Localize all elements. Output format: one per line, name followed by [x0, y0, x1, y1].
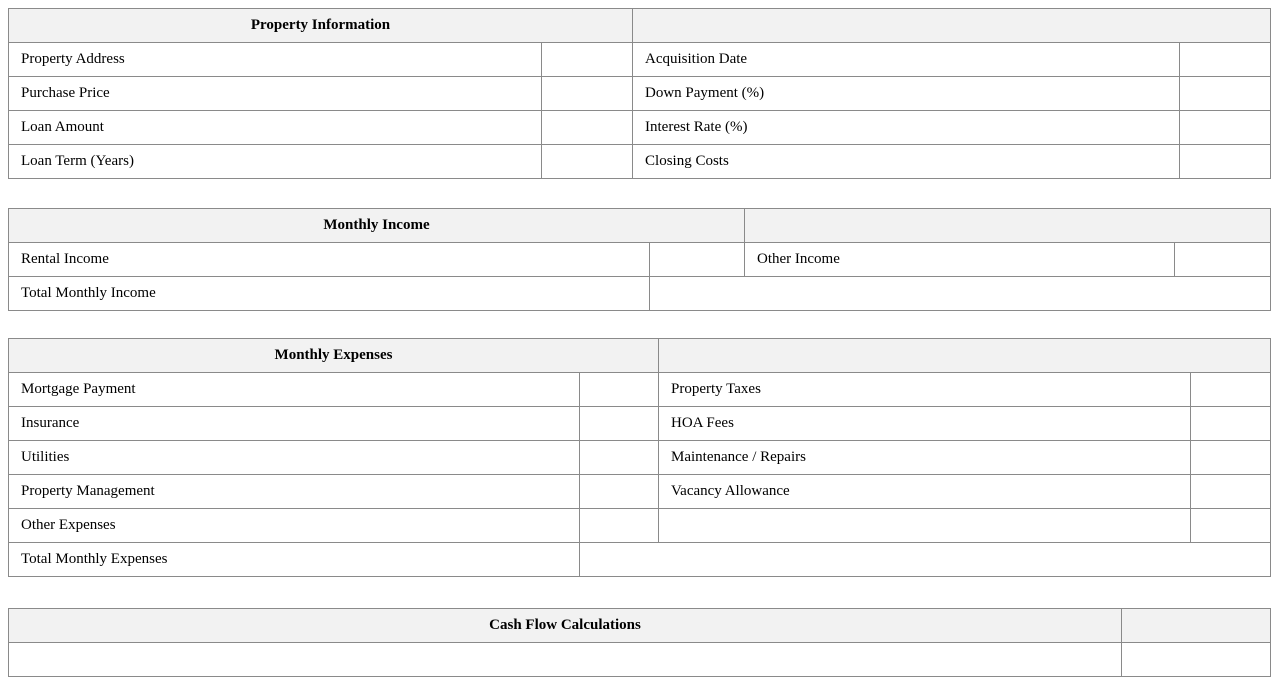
- field-label: Vacancy Allowance: [659, 475, 1191, 509]
- field-label: Loan Amount: [9, 111, 542, 145]
- total-label: Total Monthly Income: [9, 277, 650, 311]
- total-monthly-income-value-cell[interactable]: [650, 277, 1271, 311]
- table-row: [9, 145, 1271, 179]
- field-label: Property Address: [9, 43, 542, 77]
- header-blank-cell: [745, 209, 1271, 243]
- blank-value-cell[interactable]: [1191, 509, 1271, 543]
- section-title: Monthly Expenses: [9, 339, 659, 373]
- section-title: Monthly Income: [9, 209, 745, 243]
- field-label: Utilities: [9, 441, 580, 475]
- loan-term-value-cell[interactable]: [542, 145, 633, 179]
- field-label: Property Management: [9, 475, 580, 509]
- interest-rate-value-cell[interactable]: [1180, 111, 1271, 145]
- closing-costs-value-cell[interactable]: [1180, 145, 1271, 179]
- monthly-expenses-table: [8, 338, 1271, 577]
- table-row: [9, 543, 1271, 577]
- field-label: Mortgage Payment: [9, 373, 580, 407]
- field-label: [659, 509, 1191, 543]
- vacancy-allowance-value-cell[interactable]: [1191, 475, 1271, 509]
- section-header-row: [9, 9, 1271, 43]
- field-label: [9, 643, 1122, 677]
- table-row: [9, 509, 1271, 543]
- purchase-price-value-cell[interactable]: [542, 77, 633, 111]
- utilities-value-cell[interactable]: [580, 441, 659, 475]
- field-label: Property Taxes: [659, 373, 1191, 407]
- header-blank-cell: [659, 339, 1271, 373]
- header-blank-cell: [633, 9, 1271, 43]
- field-label: Down Payment (%): [633, 77, 1180, 111]
- table-row: [9, 77, 1271, 111]
- section-title: Property Information: [9, 9, 633, 43]
- section-title: Cash Flow Calculations: [9, 609, 1122, 643]
- section-header-row: [9, 339, 1271, 373]
- table-row: [9, 475, 1271, 509]
- table-row: [9, 111, 1271, 145]
- table-row: [9, 243, 1271, 277]
- field-label: Insurance: [9, 407, 580, 441]
- value-cell[interactable]: [1122, 643, 1271, 677]
- field-label: Interest Rate (%): [633, 111, 1180, 145]
- total-label: Total Monthly Expenses: [9, 543, 580, 577]
- field-label: HOA Fees: [659, 407, 1191, 441]
- section-header-row: [9, 609, 1271, 643]
- rental-income-value-cell[interactable]: [650, 243, 745, 277]
- insurance-value-cell[interactable]: [580, 407, 659, 441]
- property-address-value-cell[interactable]: [542, 43, 633, 77]
- table-row: [9, 43, 1271, 77]
- header-blank-cell: [1122, 609, 1271, 643]
- field-label: Other Income: [745, 243, 1175, 277]
- total-monthly-expenses-value-cell[interactable]: [580, 543, 1271, 577]
- other-expenses-value-cell[interactable]: [580, 509, 659, 543]
- other-income-value-cell[interactable]: [1175, 243, 1271, 277]
- loan-amount-value-cell[interactable]: [542, 111, 633, 145]
- property-information-table: [8, 8, 1271, 179]
- cash-flow-table: [8, 608, 1271, 677]
- section-header-row: [9, 209, 1271, 243]
- field-label: Other Expenses: [9, 509, 580, 543]
- field-label: Rental Income: [9, 243, 650, 277]
- property-taxes-value-cell[interactable]: [1191, 373, 1271, 407]
- table-row: [9, 373, 1271, 407]
- maintenance-repairs-value-cell[interactable]: [1191, 441, 1271, 475]
- table-row: [9, 643, 1271, 677]
- field-label: Purchase Price: [9, 77, 542, 111]
- table-row: [9, 407, 1271, 441]
- table-row: [9, 277, 1271, 311]
- property-management-value-cell[interactable]: [580, 475, 659, 509]
- hoa-fees-value-cell[interactable]: [1191, 407, 1271, 441]
- table-row: [9, 441, 1271, 475]
- field-label: Closing Costs: [633, 145, 1180, 179]
- mortgage-payment-value-cell[interactable]: [580, 373, 659, 407]
- monthly-income-table: [8, 208, 1271, 311]
- field-label: Maintenance / Repairs: [659, 441, 1191, 475]
- acquisition-date-value-cell[interactable]: [1180, 43, 1271, 77]
- field-label: Acquisition Date: [633, 43, 1180, 77]
- field-label: Loan Term (Years): [9, 145, 542, 179]
- down-payment-value-cell[interactable]: [1180, 77, 1271, 111]
